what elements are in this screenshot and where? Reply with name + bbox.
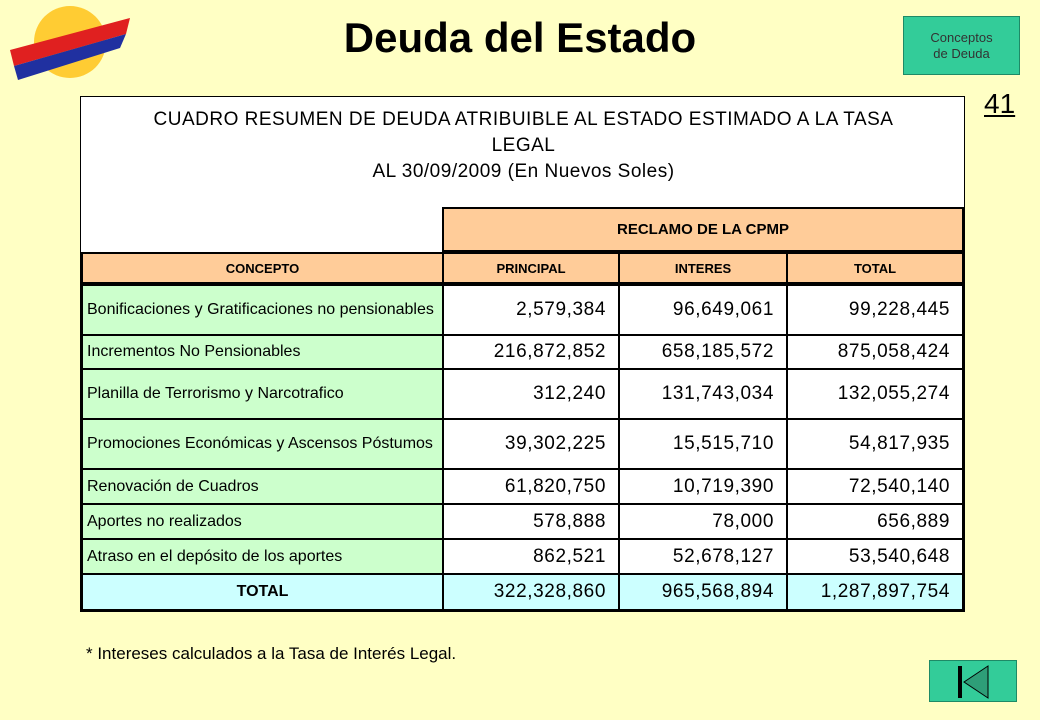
row-concept: Bonificaciones y Gratificaciones no pensionables — [81, 284, 444, 336]
concepts-debt-button[interactable]: Conceptos de Deuda — [903, 16, 1020, 75]
row-principal: 61,820,750 — [442, 468, 620, 505]
row-interes: 131,743,034 — [618, 368, 788, 420]
row-interes: 658,185,572 — [618, 334, 788, 370]
debt-summary-table — [80, 96, 965, 612]
row-interes: 52,678,127 — [618, 538, 788, 575]
column-header-principal: PRINCIPAL — [442, 252, 620, 284]
row-concept: Renovación de Cuadros — [81, 468, 444, 505]
row-principal: 2,579,384 — [442, 284, 620, 336]
row-concept: Aportes no realizados — [81, 503, 444, 540]
row-total: 875,058,424 — [786, 334, 964, 370]
total-principal: 322,328,860 — [442, 573, 620, 611]
total-total: 1,287,897,754 — [786, 573, 964, 611]
row-total: 53,540,648 — [786, 538, 964, 575]
total-label: TOTAL — [81, 573, 444, 611]
row-total: 99,228,445 — [786, 284, 964, 336]
row-principal: 578,888 — [442, 503, 620, 540]
page-title: Deuda del Estado — [343, 14, 697, 61]
column-header-interes: INTERES — [618, 252, 788, 284]
row-concept: Atraso en el depósito de los aportes — [81, 538, 444, 575]
report-title: CUADRO RESUMEN DE DEUDA ATRIBUIBLE AL ESTADO ESTIMADO A LA TASA LEGAL AL 30/09/2009 (En Nuevos Soles) — [153, 109, 894, 182]
row-total: 656,889 — [786, 503, 964, 540]
row-interes: 96,649,061 — [618, 284, 788, 336]
column-header-concepto: CONCEPTO — [81, 252, 444, 284]
row-interes: 10,719,390 — [618, 468, 788, 505]
row-principal: 216,872,852 — [442, 334, 620, 370]
group-header: RECLAMO DE LA CPMP — [442, 207, 964, 252]
row-principal: 312,240 — [442, 368, 620, 420]
row-concept: Promociones Económicas y Ascensos Póstumos — [81, 418, 444, 470]
row-total: 54,817,935 — [786, 418, 964, 470]
row-concept: Planilla de Terrorismo y Narcotrafico — [81, 368, 444, 420]
row-interes: 78,000 — [618, 503, 788, 540]
back-button[interactable] — [929, 660, 1017, 702]
row-principal: 862,521 — [442, 538, 620, 575]
back-triangle-icon — [930, 661, 1018, 703]
footnote: * Intereses calculados a la Tasa de Interés Legal. — [86, 644, 457, 663]
row-interes: 15,515,710 — [618, 418, 788, 470]
row-principal: 39,302,225 — [442, 418, 620, 470]
page-number-link[interactable]: 41 — [984, 88, 1016, 119]
row-total: 132,055,274 — [786, 368, 964, 420]
total-interes: 965,568,894 — [618, 573, 788, 611]
column-header-total: TOTAL — [786, 252, 964, 284]
row-total: 72,540,140 — [786, 468, 964, 505]
row-concept: Incrementos No Pensionables — [81, 334, 444, 370]
